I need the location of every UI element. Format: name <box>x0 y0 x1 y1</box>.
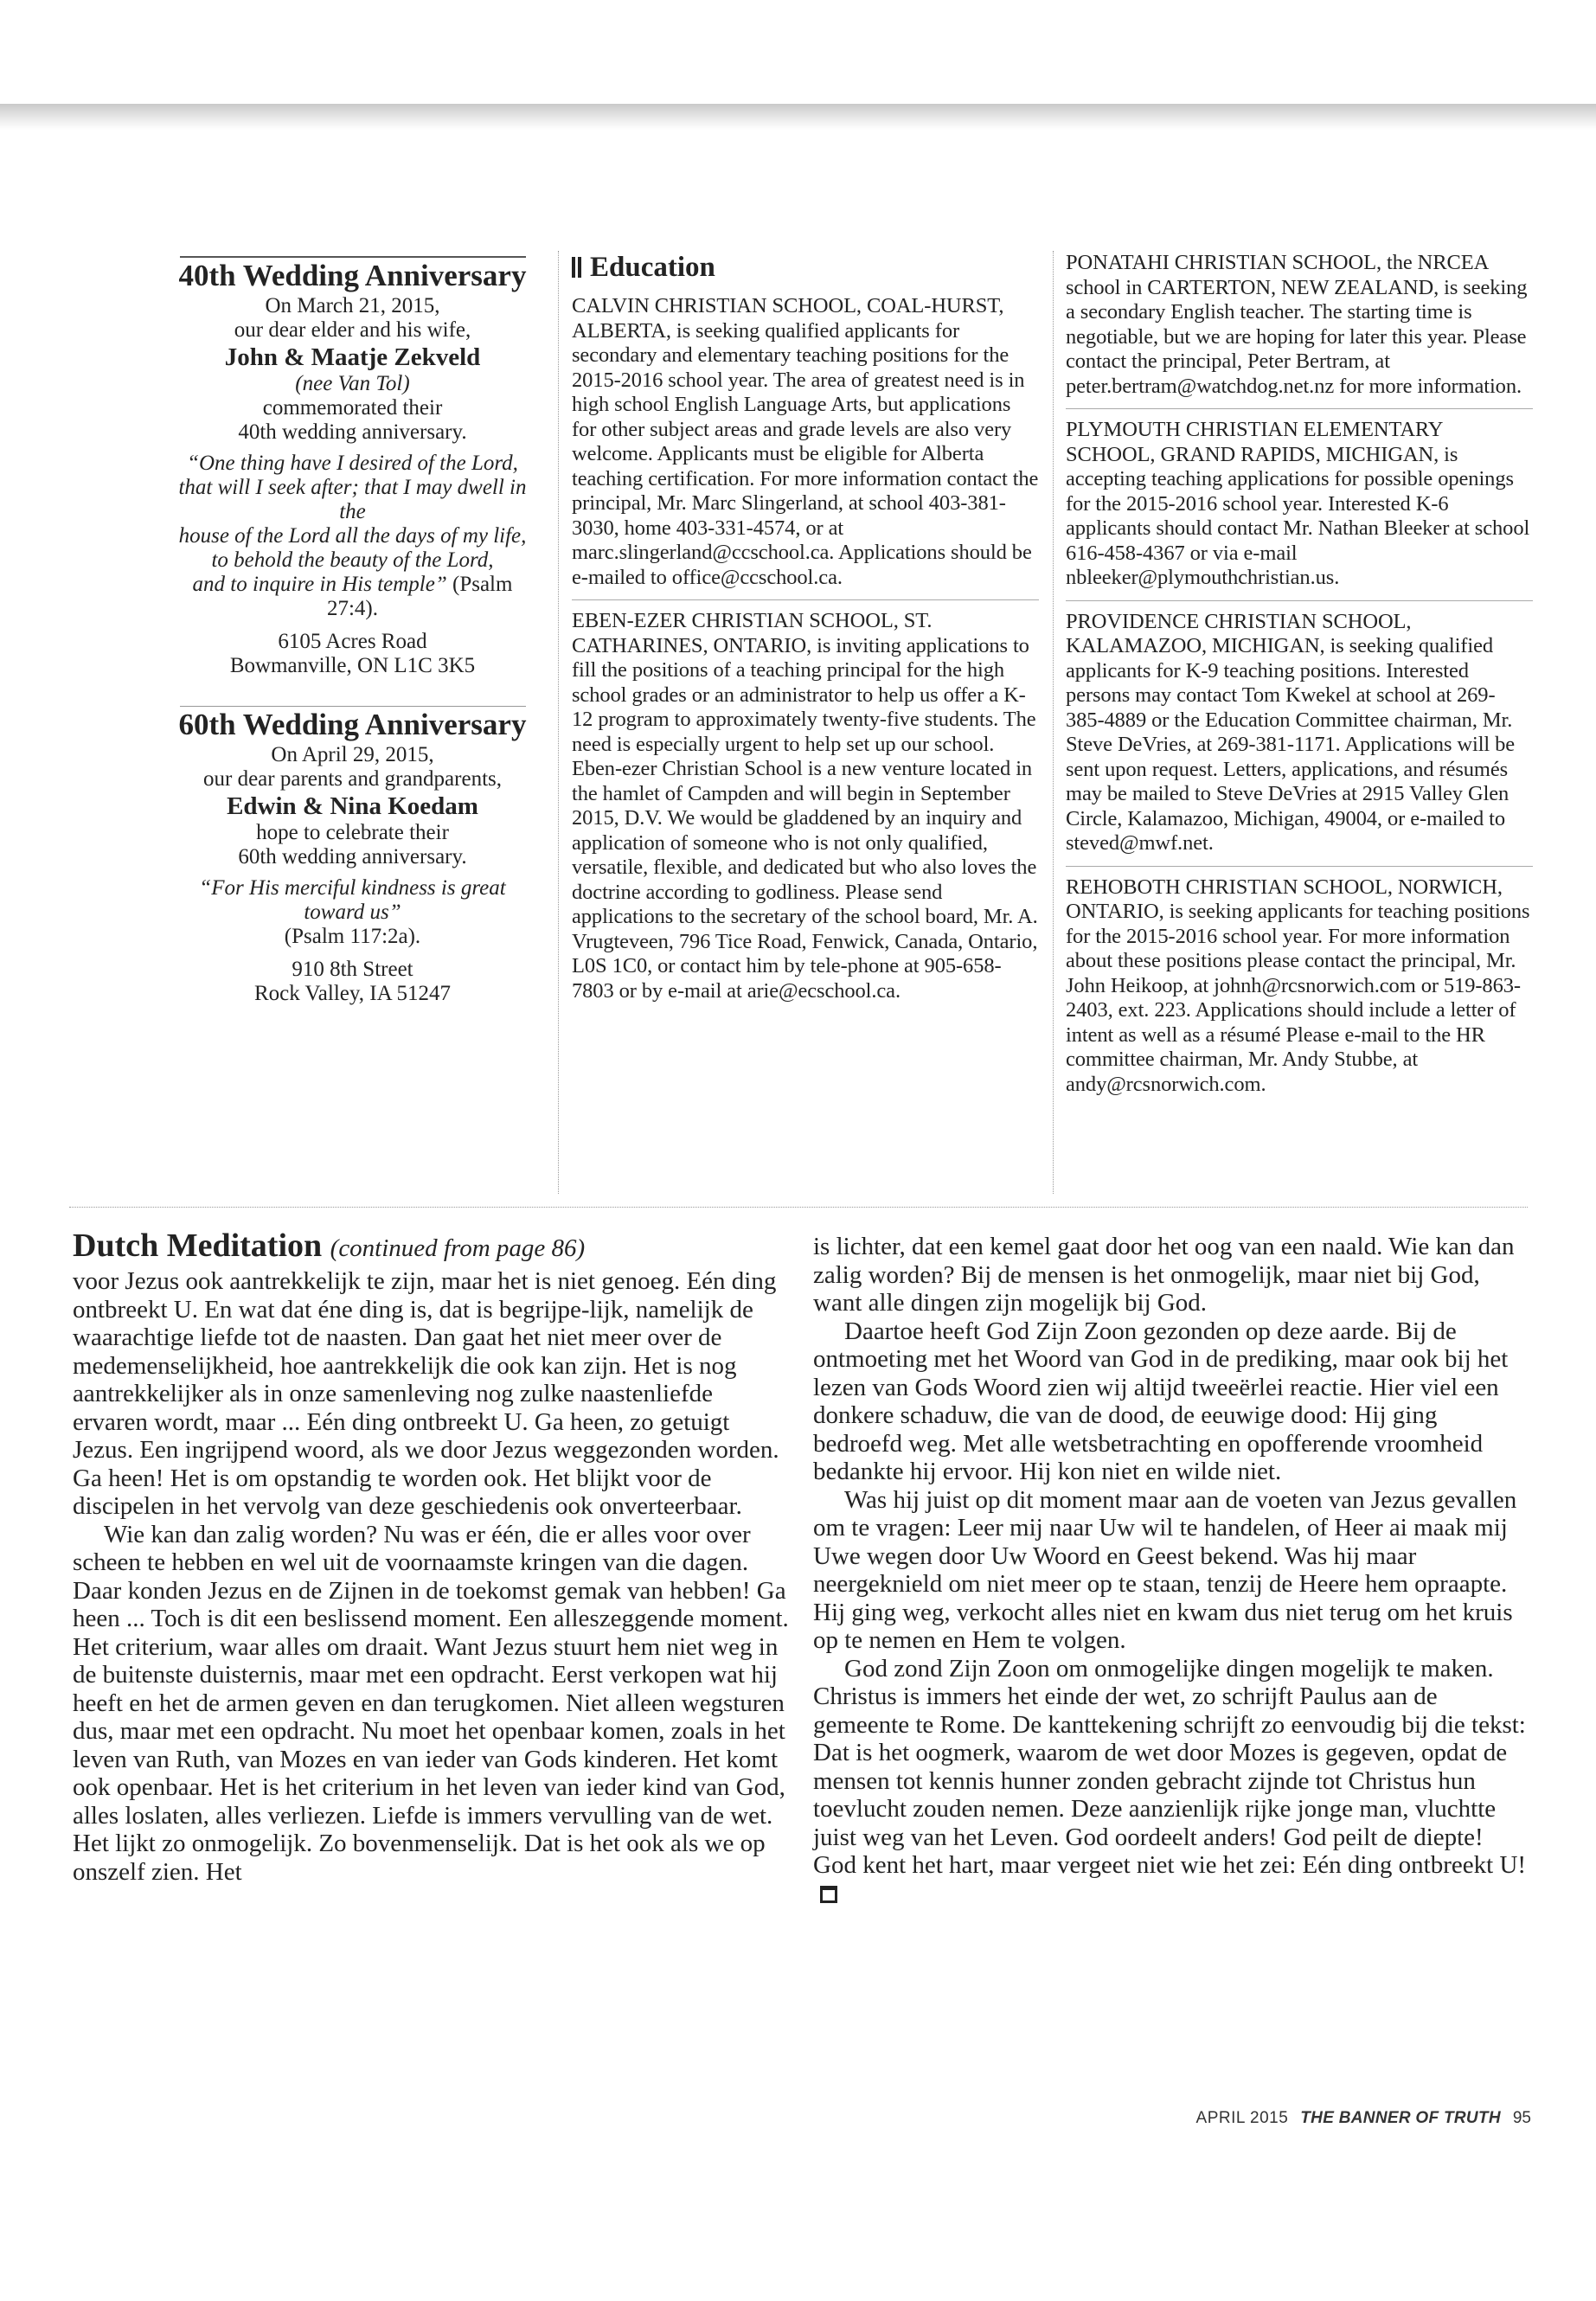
job-listing: REHOBOTH CHRISTIAN SCHOOL, NORWICH, ONTARIO, is seeking applicants for teaching positions for the 2015-2016 school year. For more information about these positions please contact the principal, Mr. John Heikoop, at johnh@rcsnorwich.com or 519-863-2403, ext. 223. Applications should include a letter of intent as well as a résumé Please e-mail to the HR committee chairman, Mr. Andy Stubbe, at andy@rcsnorwich.com. <box>1066 875 1530 1096</box>
announcement-quote-text: and to inquire in His temple” <box>192 573 447 596</box>
job-listing: PONATAHI CHRISTIAN SCHOOL, the NRCEA school in CARTERTON, NEW ZEALAND, is seeking a secondary English teacher. The starting time is negotiable, but we are hoping for later this year. Please contact the principal, Peter Bertram, at peter.bertram@watchdog.net.nz for more information. <box>1066 251 1528 398</box>
column-divider <box>558 251 559 1194</box>
listing-rule <box>1066 866 1533 867</box>
announcements-column <box>173 256 532 1006</box>
education-heading-text: Education <box>590 252 715 283</box>
announcement-quote-line: to behold the beauty of the Lord, <box>211 548 494 572</box>
announcement-address: Bowmanville, ON L1C 3K5 <box>229 654 476 677</box>
end-mark-icon <box>820 1886 837 1903</box>
meditation-paragraph: is lichter, dat een kemel gaat door het oog van een naald. Wie kan dan zalig worden? Bij de mensen is het onmogelijk, maar niet bij God, want alle dingen zijn mogelijk bij God. <box>813 1233 1515 1317</box>
announcement-text-line: 40th wedding anniversary. <box>238 420 467 444</box>
footer-issue-date: APRIL 2015 <box>1195 2109 1289 2127</box>
anniversary-announcement <box>173 706 532 1006</box>
announcement-text-line: 60th wedding anniversary. <box>238 845 467 868</box>
announcement-text-line: hope to celebrate their <box>256 821 449 844</box>
announcement-quote-line: house of the Lord all the days of my life, <box>178 524 527 548</box>
meditation-continued-note: (continued from page 86) <box>330 1234 586 1262</box>
announcement-quote-ref: (Psalm 27:4). <box>326 573 513 620</box>
meditation-title-text: Dutch Meditation <box>73 1227 323 1264</box>
announcement-quote-line: that will I seek after; that I may dwell in the <box>178 476 527 523</box>
announcement-quote-line <box>173 573 532 621</box>
job-listing: PLYMOUTH CHRISTIAN ELEMENTARY SCHOOL, GRAND RAPIDS, MICHIGAN, is accepting teaching applications for possible openings for the 2015-2016 school year. Interested K-6 applicants should contact Mr. Nathan Bleeker at school 616-458-4367 or via e-mail nbleeker@plymouthchristian.us. <box>1066 418 1530 589</box>
footer-magazine-name: THE BANNER OF TRUTH <box>1300 2109 1501 2127</box>
job-listing: CALVIN CHRISTIAN SCHOOL, COAL-HURST, ALBERTA, is seeking qualified applicants for secondary and elementary teaching positions for the 2015-2016 school year. The area of greatest need is in high school English Language Arts, but applications for other subject areas and grade levels are also very welcome. Applicants must be eligible for Alberta teaching certification. For more information contact the principal, Mr. Marc Slingerland, at school 403-381-3030, home 403-331-4574, or at marc.slingerland@ccschool.ca. Applications should be e-mailed to office@ccschool.ca. <box>572 294 1039 589</box>
announcement-address: Rock Valley, IA 51247 <box>253 982 452 1005</box>
footer-page-number: 95 <box>1512 2109 1531 2127</box>
announcement-maiden-name: (nee Van Tol) <box>295 372 410 395</box>
announcement-text-line: commemorated their <box>262 396 443 420</box>
section-bars-icon <box>572 257 581 278</box>
meditation-column-1 <box>73 1227 791 1886</box>
announcement-intro: our dear elder and his wife, <box>234 318 471 342</box>
job-listing: EBEN-EZER CHRISTIAN SCHOOL, ST. CATHARINES, ONTARIO, is inviting applications to fill the positions of a teaching principal for the high school grades or an administrator to help us offer a K-12 program to approximately twenty-five students. The need is especially urgent to help set up our school. Eben-ezer Christian School is a new venture located in the hamlet of Campden and will begin in September 2015, D.V. We would be gladdened by an inquiry and application of someone who is not only qualified, versatile, flexible, and dedicated but who also loves the doctrine according to godliness. Please send applications to the secretary of the school board, Mr. A. Vrugteveen, 796 Tice Road, Fenwick, Canada, Ontario, L0S 1C0, or contact him by tele-phone at 905-658-7803 or by e-mail at arie@ecschool.ca. <box>572 609 1038 1003</box>
anniversary-announcement <box>173 256 532 678</box>
education-column <box>572 251 1039 1013</box>
listing-rule <box>1066 408 1533 409</box>
meditation-column-2 <box>813 1233 1531 1907</box>
column-divider <box>1053 251 1054 1194</box>
meditation-paragraph: Was hij juist op dit moment maar aan de voeten van Jezus gevallen om te vragen: Leer mij naar Uw wil te handelen, of Heer ai maak mij Uwe wegen door Uw Woord en Geest bekend. Was hij maar neergeknield om niet meer op te staan, tenzij de Heere hem opraapte. Hij ging weg, verkocht alles niet en kwam dus niet terug om het kruis op te nemen en Hem te volgen. <box>813 1485 1517 1654</box>
announcement-intro: our dear parents and grandparents, <box>203 767 502 791</box>
meditation-title <box>73 1227 791 1267</box>
education-heading <box>572 251 1039 284</box>
meditation-paragraph <box>813 1655 1531 1908</box>
meditation-paragraph-text: God zond Zijn Zoon om onmogelijke dingen mogelijk te maken. Christus is immers het einde der wet, zo schrijft Paulus aan de gemeente te Rome. De kanttekening schrijft zo eenvoudig bij die tekst: Dat is het oogmerk, waarom de wet door Mozes is gegeven, opdat de mensen tot kennis hunner zonden gebracht zijnde tot Christus hun toevlucht zouden nemen. Deze aanzienlijk rijke jonge man, vluchtte juist weg van het Leven. God oordeelt anders! God peilt de diepte! God kent het hart, maar vergeet niet wie het zei: Eén ding ontbreekt U! <box>813 1654 1527 1879</box>
section-divider <box>69 1207 1528 1208</box>
announcement-date: On March 21, 2015, <box>265 294 440 317</box>
announcement-date: On April 29, 2015, <box>271 743 434 766</box>
education-column-continued <box>1066 251 1533 1106</box>
announcement-quote-line: “One thing have I desired of the Lord, <box>187 452 518 475</box>
listing-rule <box>572 599 1039 600</box>
announcement-heading: 60th Wedding Anniversary <box>178 708 527 741</box>
meditation-paragraph: voor Jezus ook aantrekkelijk te zijn, maar het is niet genoeg. Eén ding ontbreekt U. En wat dat éne ding is, dat is begrijpe-lijk, namelijk de waarachtige liefde tot de naasten. Dan gaat het niet meer over de medemenselijkheid, hoe aantrekkelijk die ook kan zijn. Het is nog aantrekkelijker als in onze samenleving nog zulke naastenliefde ervaren wordt, maar ... Eén ding ontbreekt U. Ga heen, zo getuigt Jezus. Een ingrijpend woord, als we door Jezus weggezonden worden. Ga heen! Het is om opstandig te worden ook. Het blijkt voor de discipelen in het vervolg van deze geschiedenis ook onverteerbaar. <box>73 1267 779 1520</box>
listing-rule <box>1066 600 1533 601</box>
announcement-quote-ref: (Psalm 117:2a). <box>284 925 421 948</box>
page-footer <box>1196 2109 1531 2128</box>
meditation-paragraph: Daartoe heeft God Zijn Zoon gezonden op deze aarde. Bij de ontmoeting met het Woord van God in de prediking, maar ook bij het lezen van Gods Woord zien wij altijd tweeërlei reactie. Hier viel een donkere schaduw, die van de dood, de eeuwige dood: Hij ging bedroefd weg. Met alle wetsbetrachting en opofferende vroomheid bedankte hij ervoor. Hij kon niet en wilde niet. <box>813 1317 1509 1485</box>
announcement-heading: 40th Wedding Anniversary <box>178 259 527 292</box>
announcement-names: John & Maatje Zekveld <box>224 343 481 371</box>
announcement-address: 6105 Acres Road <box>278 630 427 653</box>
announcement-quote-line: “For His merciful kindness is great toward us” <box>199 876 506 924</box>
job-listing: PROVIDENCE CHRISTIAN SCHOOL, KALAMAZOO, MICHIGAN, is seeking qualified applicants for K-9 teaching positions. Interested persons may contact Tom Kwekel at school at 269-385-4889 or the Education Committee chairman, Mr. Steve DeVries, at 269-381-1171. Applications will be sent upon request. Letters, applications, and résumés may be mailed to Steve DeVries at 2915 Valley Glen Circle, Kalamazoo, Michigan, 49004, or e-mailed to steved@mwf.net. <box>1066 609 1516 855</box>
announcement-address: 910 8th Street <box>292 958 413 981</box>
scan-edge-shadow <box>0 104 1596 130</box>
meditation-paragraph: Wie kan dan zalig worden? Nu was er één, die er alles voor over scheen te hebben en wel uit de voornaamste kringen van die dagen. Daar konden Jezus en de Zijnen in de toekomst gemak van hebben! Ga heen ... Toch is dit een beslissend moment. Een alleszeggende moment. Het criterium, waar alles om draait. Want Jezus stuurt hem niet weg in de buitenste duisternis, maar met een opdracht. Eerst verkopen wat hij heeft en het de armen geven en dan terugkomen. Niet alleen wegsturen dus, maar met een opdracht. Nu moet het openbaar komen, zoals in het leven van Ruth, van Mozes en van ieder van Gods kinderen. Het komt ook openbaar. Het is het criterium in het leven van ieder kind van God, alles loslaten, alles verliezen. Liefde is immers vervulling van de wet. Het lijkt zo onmogelijk. Zo bovenmenselijk. Dat is het ook als we op onszelf zien. Het <box>73 1520 789 1886</box>
announcement-names: Edwin & Nina Koedam <box>227 792 478 820</box>
